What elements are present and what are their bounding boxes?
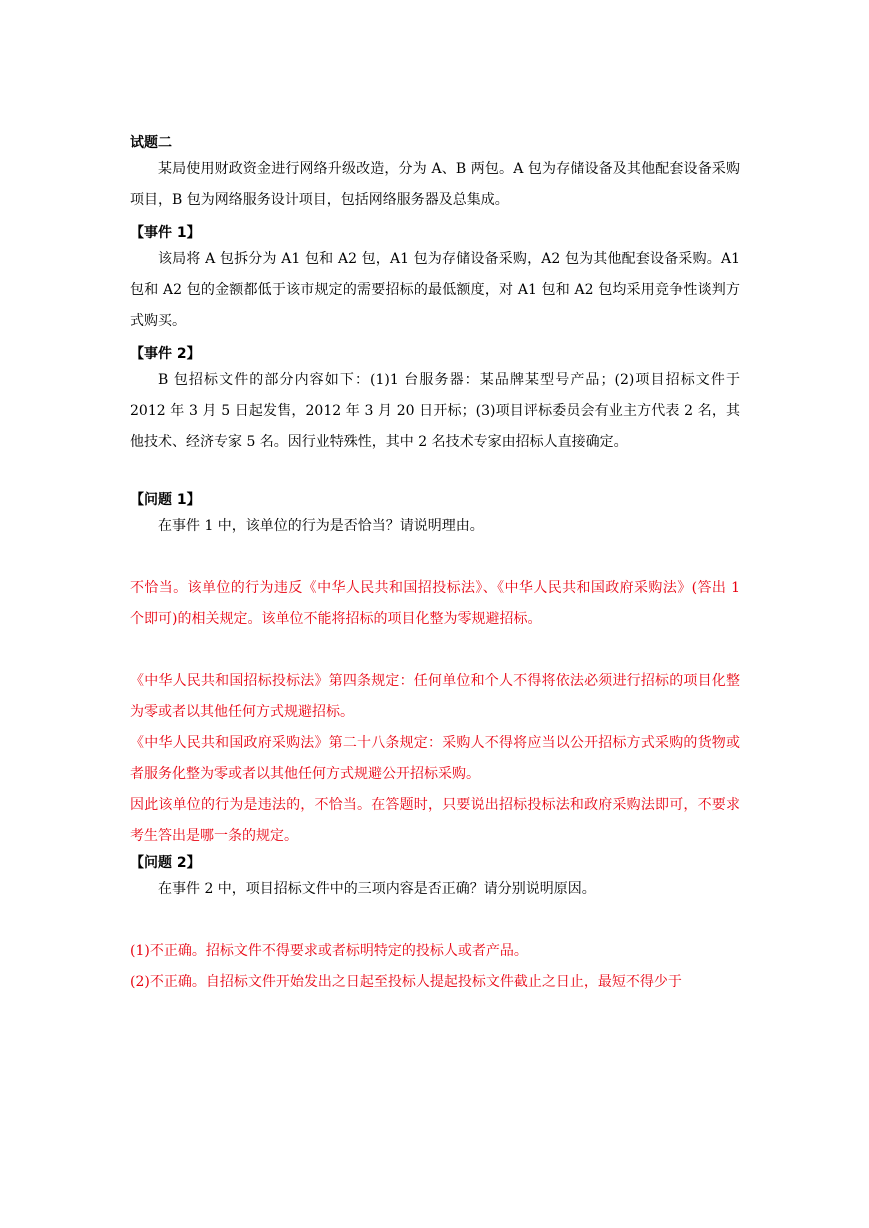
spacer xyxy=(130,905,740,936)
answer2-item-2: (2)不正确。自招标文件开始发出之日起至投标人提起投标文件截止之日止，最短不得少于 xyxy=(130,974,682,990)
event1-heading: 【事件 1】 xyxy=(130,225,201,241)
spacer xyxy=(130,458,740,489)
answer1-law-citation-1: 《中华人民共和国招标投标法》第四条规定：任何单位和个人不得将依法必须进行招标的项目化整为零或者以其他任何方式规避招标。 xyxy=(130,673,740,720)
question1-text: 在事件 1 中，该单位的行为是否恰当？请说明理由。 xyxy=(158,518,484,534)
exam-title: 试题二 xyxy=(130,135,172,151)
event2-heading: 【事件 2】 xyxy=(130,346,201,362)
question1-heading: 【问题 1】 xyxy=(130,492,201,508)
intro-paragraph: 某局使用财政资金进行网络升级改造，分为 A、B 两包。A 包为存储设备及其他配套设备采购项目，B 包为网络服务设计项目，包括网络服务器及总集成。 xyxy=(130,161,740,208)
answer1-paragraph: 不恰当。该单位的行为违反《中华人民共和国招投标法》、《中华人民共和国政府采购法》(答出 1 个即可)的相关规定。该单位不能将招标的项目化整为零规避招标。 xyxy=(130,580,740,627)
answer1-conclusion: 因此该单位的行为是违法的，不恰当。在答题时，只要说出招标投标法和政府采购法即可，不要求考生答出是哪一条的规定。 xyxy=(130,797,740,844)
answer1-law-citation-2: 《中华人民共和国政府采购法》第二十八条规定：采购人不得将应当以公开招标方式采购的货物或者服务化整为零或者以其他任何方式规避公开招标采购。 xyxy=(130,735,740,782)
event1-paragraph: 该局将 A 包拆分为 A1 包和 A2 包，A1 包为存储设备采购，A2 包为其他配套设备采购。A1 包和 A2 包的金额都低于该市规定的需要招标的最低额度，对 A1 包和 A2 包均采用竞争性谈判方式购买。 xyxy=(130,251,740,329)
document-body xyxy=(130,132,740,998)
event2-paragraph: B 包招标文件的部分内容如下：(1)1 台服务器：某品牌某型号产品；(2)项目招标文件于 2012 年 3 月 5 日起发售，2012 年 3 月 20 日开标；(3)项目评标委员会有业主方代表 2 名，其他技术、经济专家 5 名。因行业特殊性，其中 2 名技术专家由招标人直接确定。 xyxy=(130,372,740,450)
spacer xyxy=(130,635,740,666)
question2-text: 在事件 2 中，项目招标文件中的三项内容是否正确？请分别说明原因。 xyxy=(158,881,596,897)
question2-heading: 【问题 2】 xyxy=(130,855,201,871)
spacer xyxy=(130,542,740,573)
answer2-item-1: (1)不正确。招标文件不得要求或者标明特定的投标人或者产品。 xyxy=(130,943,528,959)
